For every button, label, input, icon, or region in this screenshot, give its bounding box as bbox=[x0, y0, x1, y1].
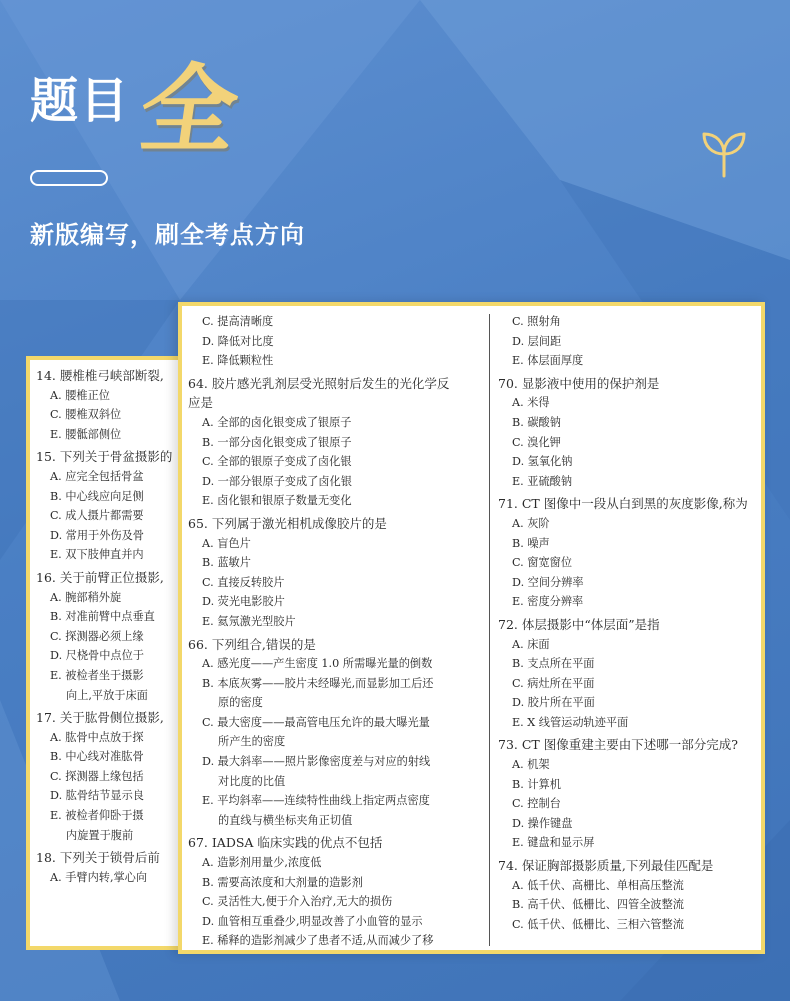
answer-option: A. 全部的卤化银变成了银原子 bbox=[202, 415, 352, 429]
question-stem: 66. 下列组合,错误的是 bbox=[188, 636, 316, 652]
answer-option: E. 被检者坐于摄影 bbox=[50, 668, 144, 682]
answer-option: A. 灰阶 bbox=[512, 516, 550, 530]
answer-option: B. 需要高浓度和大剂量的造影剂 bbox=[202, 875, 363, 889]
answer-option: E. 体层面厚度 bbox=[512, 354, 584, 368]
answer-option: 所产生的密度 bbox=[218, 735, 286, 749]
answer-option: A. 床面 bbox=[512, 637, 550, 651]
answer-option: C. 成人摄片都需要 bbox=[50, 509, 144, 523]
question-stem: 67. IADSA 临床实践的优点不包括 bbox=[188, 835, 383, 851]
answer-option: A. 应完全包括骨盆 bbox=[50, 469, 144, 483]
answer-option: A. 手臂内转,掌心向 bbox=[50, 870, 148, 884]
answer-option: D. 空间分辨率 bbox=[512, 575, 584, 589]
answer-option: C. 全部的银原子变成了卤化银 bbox=[202, 455, 352, 469]
decorative-pill bbox=[30, 170, 108, 186]
title-accent: 全 bbox=[133, 53, 245, 166]
answer-option: B. 蓝敏片 bbox=[202, 556, 251, 570]
answer-option: D. 操作键盘 bbox=[512, 816, 573, 830]
answer-option: 原的密度 bbox=[218, 696, 263, 710]
answer-option: A. 盲色片 bbox=[202, 536, 251, 550]
answer-option: A. 低千伏、高栅比、单相高压整流 bbox=[512, 878, 684, 892]
answer-option: E. 密度分辨率 bbox=[512, 595, 584, 609]
question-stem: 14. 腰椎椎弓峡部断裂, bbox=[36, 368, 164, 383]
answer-option: C. 灵活性大,便于介入治疗,无大的损伤 bbox=[202, 895, 393, 909]
question-stem: 15. 下列关于骨盆摄影的 bbox=[36, 449, 173, 465]
question-stem: 74. 保证胸部摄影质量,下列最佳匹配是 bbox=[498, 858, 714, 874]
question-stem: 65. 下列属于激光相机成像胶片的是 bbox=[188, 515, 387, 531]
front-page-right-column bbox=[498, 312, 760, 934]
answer-option: C. 探测器必须上缘 bbox=[50, 629, 144, 643]
answer-option: 向上,平放于床面 bbox=[66, 688, 148, 702]
subtitle: 新版编写，刷全考点方向 bbox=[30, 221, 305, 249]
answer-option: A. 肱骨中点放于探 bbox=[50, 730, 144, 744]
question-stem: 70. 显影液中使用的保护剂是 bbox=[498, 375, 660, 391]
answer-option: B. 计算机 bbox=[512, 777, 561, 791]
answer-option: E. X 线管运动轨迹平面 bbox=[512, 715, 629, 729]
question-stem: 16. 关于前臂正位摄影, bbox=[36, 569, 164, 585]
answer-option: B. 本底灰雾——胶片未经曝光,而显影加工后还 bbox=[202, 676, 434, 690]
question-stem: 72. 体层摄影中“体层面”是指 bbox=[498, 616, 660, 632]
question-stem: 18. 下列关于锁骨后前 bbox=[36, 850, 160, 866]
front-page bbox=[178, 302, 765, 954]
answer-option: C. 溴化钾 bbox=[512, 435, 561, 449]
answer-option: C. 腰椎双斜位 bbox=[50, 408, 122, 422]
sprout-icon bbox=[698, 128, 750, 180]
answer-option: B. 对准前臂中点垂直 bbox=[50, 610, 155, 624]
answer-option: B. 高千伏、低栅比、四管全波整流 bbox=[512, 898, 684, 912]
answer-option: C. 窗宽窗位 bbox=[512, 556, 573, 570]
question-stem: 71. CT 图像中一段从白到黑的灰度影像,称为 bbox=[498, 496, 748, 512]
question-stem: 应是 bbox=[188, 395, 214, 411]
answer-option: E. 卤化银和银原子数量无变化 bbox=[202, 494, 352, 508]
answer-option: D. 降低对比度 bbox=[202, 334, 274, 348]
answer-option: D. 肱骨结节显示良 bbox=[50, 789, 144, 803]
answer-option: C. 控制台 bbox=[512, 797, 561, 811]
answer-option: 的直线与横坐标夹角正切值 bbox=[218, 813, 353, 827]
question-stem: 64. 胶片感光乳剂层受光照射后发生的光化学反 bbox=[188, 375, 450, 391]
answer-option: B. 噪声 bbox=[512, 536, 550, 550]
answer-option: B. 中心线应向足侧 bbox=[50, 489, 144, 503]
answer-option: E. 平均斜率——连续特性曲线上指定两点密度 bbox=[202, 794, 430, 808]
answer-option: 对比度的比值 bbox=[218, 774, 286, 788]
answer-option: D. 常用于外伤及骨 bbox=[50, 528, 144, 542]
answer-option: E. 降低颗粒性 bbox=[202, 354, 274, 368]
answer-option: D. 层间距 bbox=[512, 334, 562, 348]
answer-option: D. 一部分银原子变成了卤化银 bbox=[202, 474, 352, 488]
answer-option: A. 腕部稍外旋 bbox=[50, 590, 122, 604]
answer-option: E. 腰骶部侧位 bbox=[50, 427, 122, 441]
answer-option: D. 尺桡骨中点位于 bbox=[50, 649, 144, 663]
answer-option: A. 机架 bbox=[512, 758, 550, 772]
answer-option: C. 照射角 bbox=[512, 315, 561, 328]
answer-option: B. 中心线对准肱骨 bbox=[50, 750, 144, 764]
answer-option: C. 直接反转胶片 bbox=[202, 575, 285, 589]
answer-option: C. 最大密度——最高管电压允许的最大曝光量 bbox=[202, 715, 430, 729]
column-divider bbox=[489, 314, 490, 946]
answer-option: D. 最大斜率——照片影像密度差与对应的射线 bbox=[202, 755, 431, 769]
answer-option: E. 被检者仰卧于摄 bbox=[50, 809, 144, 823]
answer-option: E. 亚硫酸钠 bbox=[512, 474, 573, 488]
answer-option: A. 米得 bbox=[512, 396, 550, 410]
answer-option: 内旋置于腹前 bbox=[66, 828, 134, 842]
question-stem: 73. CT 图像重建主要由下述哪一部分完成? bbox=[498, 737, 738, 753]
answer-option: B. 支点所在平面 bbox=[512, 657, 595, 671]
answer-option: E. 双下肢伸直并内 bbox=[50, 548, 144, 562]
answer-option: D. 荧光电影胶片 bbox=[202, 595, 285, 609]
question-stem: 17. 关于肱骨侧位摄影, bbox=[36, 710, 164, 726]
answer-option: C. 提高清晰度 bbox=[202, 315, 274, 328]
answer-option: E. 氦氖激光型胶片 bbox=[202, 614, 296, 628]
answer-option: C. 病灶所在平面 bbox=[512, 676, 595, 690]
answer-option: D. 氢氧化钠 bbox=[512, 455, 573, 469]
answer-option: E. 键盘和显示屏 bbox=[512, 836, 595, 850]
answer-option: B. 碳酸钠 bbox=[512, 415, 561, 429]
front-page-left-column bbox=[188, 312, 484, 951]
answer-option: B. 一部分卤化银变成了银原子 bbox=[202, 435, 352, 449]
answer-option: A. 腰椎正位 bbox=[50, 388, 110, 402]
answer-option: A. 造影剂用量少,浓度低 bbox=[202, 856, 322, 870]
answer-option: D. 胶片所在平面 bbox=[512, 696, 595, 710]
answer-option: E. 稀释的造影剂减少了患者不适,从而减少了移 bbox=[202, 934, 434, 948]
answer-option: C. 探测器上缘包括 bbox=[50, 769, 144, 783]
answer-option: D. 血管相互重叠少,明显改善了小血管的显示 bbox=[202, 914, 423, 928]
title-main: 题目 bbox=[30, 73, 131, 129]
answer-option: C. 低千伏、低栅比、三相六管整流 bbox=[512, 917, 684, 931]
answer-option: A. 感光度——产生密度 1.0 所需曝光量的倒数 bbox=[202, 657, 433, 671]
